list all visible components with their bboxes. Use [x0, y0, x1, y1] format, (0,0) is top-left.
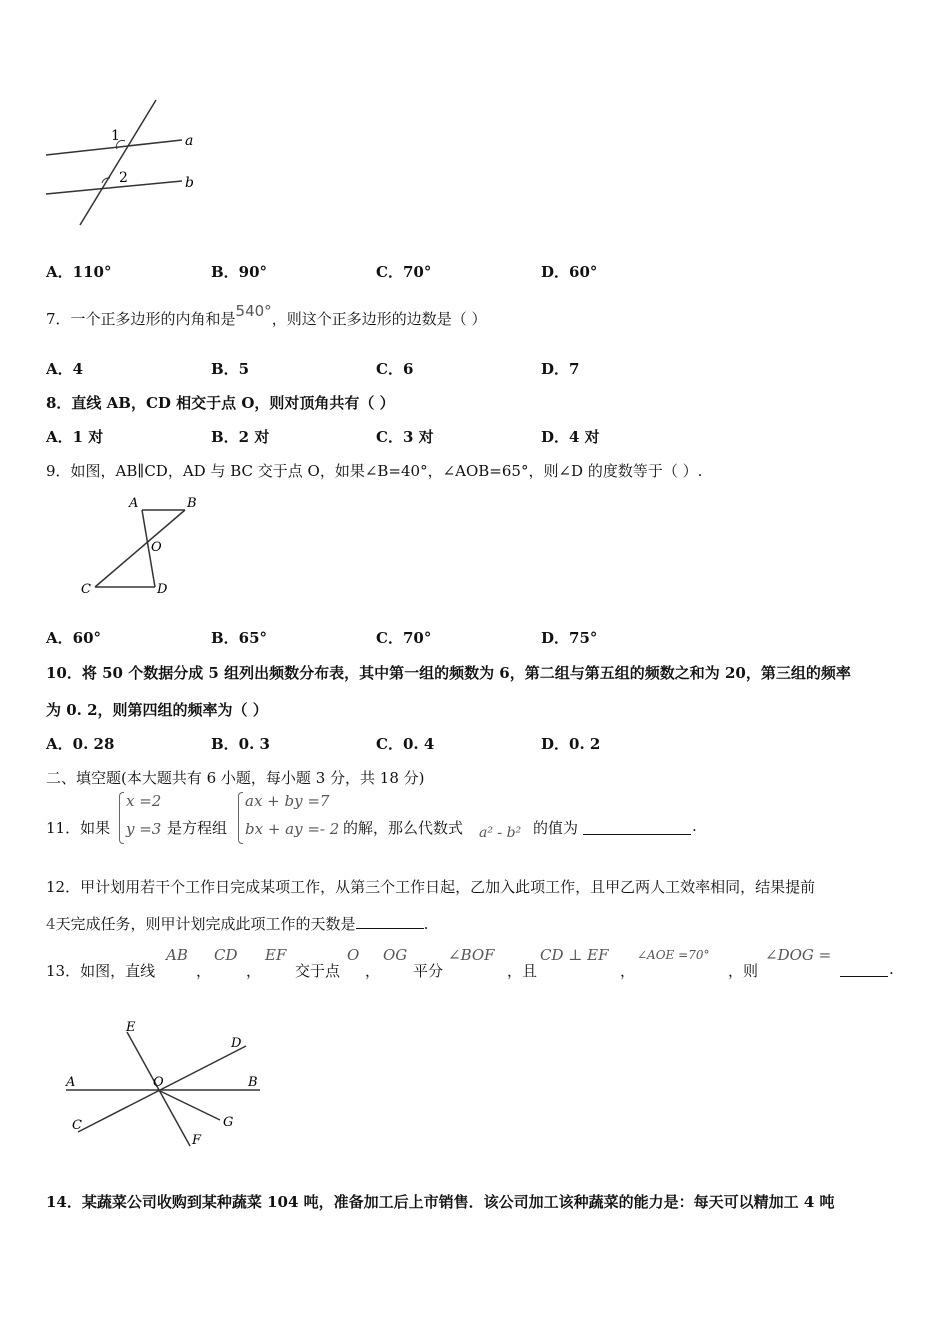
q7-option-a[interactable]: A．4 [46, 360, 84, 378]
q9-option-a[interactable]: A．60° [46, 629, 102, 647]
question-12-line1: 12．甲计划用若干个工作日完成某项工作，从第三个工作日起，乙加入此项工作，且甲乙两人工效率相同，结果提前 [46, 878, 816, 896]
q13-perp: CD ⊥ EF [540, 946, 609, 964]
q11-suffix: 的值为 [533, 819, 579, 837]
q11-end: . [692, 817, 697, 835]
q9-option-b[interactable]: B．65° [211, 629, 268, 647]
label-E: E [126, 1020, 136, 1035]
label-1: 1 [111, 128, 120, 144]
q10-option-b[interactable]: B．0. 3 [211, 735, 270, 753]
label-C: C [81, 582, 91, 597]
question-10-line2: 为 0. 2，则第四组的频率为（ ） [46, 701, 268, 719]
q13-og: OG [383, 946, 408, 964]
q6-option-c[interactable]: C．70° [376, 263, 432, 281]
q8-option-d[interactable]: D．4 对 [541, 428, 600, 446]
q13-ef: EF [265, 946, 287, 964]
q6-option-b[interactable]: B．90° [211, 263, 268, 281]
label-b: b [185, 175, 194, 191]
q8-option-b[interactable]: B．2 对 [211, 428, 270, 446]
label-B: B [248, 1075, 258, 1090]
q11-mid: 是方程组 [167, 819, 228, 837]
question-8: 8．直线 AB，CD 相交于点 O，则对顶角共有（ ） [46, 394, 395, 412]
label-a: a [185, 133, 194, 149]
q12-text: 天完成任务，则甲计划完成此项工作的天数是 [55, 915, 356, 933]
q13-comma-4: ， [620, 962, 636, 980]
triangles-figure [75, 492, 215, 602]
intersecting-lines-figure [60, 1018, 275, 1153]
label-C: C [72, 1118, 82, 1133]
q12-end: . [423, 915, 429, 933]
q8-option-c[interactable]: C．3 对 [376, 428, 434, 446]
q13-angle-aoe: ∠AOE =70° [637, 948, 710, 962]
q7-option-b[interactable]: B．5 [211, 360, 250, 378]
q11-system2-line2: bx + ay =- 2 [245, 820, 340, 838]
label-O: O [151, 540, 162, 555]
q13-angle-dog: ∠DOG = [765, 946, 832, 964]
label-D: D [157, 582, 168, 597]
q11-brace-1 [119, 792, 124, 844]
q10-option-d[interactable]: D．0. 2 [541, 735, 601, 753]
label-F: F [192, 1133, 202, 1148]
q9-option-c[interactable]: C．70° [376, 629, 432, 647]
q13-meet: 交于点 [295, 962, 341, 980]
label-B: B [187, 496, 197, 511]
q13-comma-2: ， [246, 962, 262, 980]
q12-answer-blank[interactable] [356, 914, 424, 929]
transversal-line [80, 100, 156, 225]
q13-cd: CD [214, 946, 238, 964]
q12-number: 4 [46, 915, 56, 933]
q13-bisect: 平分 [413, 962, 444, 980]
label-2: 2 [119, 170, 128, 186]
q13-ab: AB [166, 946, 188, 964]
q13-then: ，则 [728, 962, 759, 980]
q7-text-after: ，则这个正多边形的边数是（ ） [271, 310, 487, 328]
q11-prefix: 11．如果 [46, 819, 111, 837]
q13-comma-1: ， [196, 962, 212, 980]
q11-brace-2 [238, 792, 243, 844]
q13-angle-bof: ∠BOF [448, 946, 495, 964]
q11-system2-line1: ax + by =7 [245, 792, 330, 810]
q7-option-d[interactable]: D．7 [541, 360, 580, 378]
q10-option-c[interactable]: C．0. 4 [376, 735, 435, 753]
segment-bc [95, 510, 185, 587]
q9-option-d[interactable]: D．75° [541, 629, 598, 647]
q11-answer-blank[interactable] [583, 817, 691, 835]
question-9: 9．如图，AB∥CD，AD 与 BC 交于点 O，如果∠B=40°，∠AOB=65°，则∠D 的度数等于（ ）. [46, 462, 703, 480]
label-O: O [153, 1075, 164, 1090]
question-12-line2 [46, 913, 428, 934]
line-b [46, 181, 182, 194]
q11-expression: a² - b² [479, 825, 522, 841]
section-2-title: 二、填空题(本大题共有 6 小题，每小题 3 分，共 18 分) [46, 769, 425, 787]
question-7 [46, 302, 487, 329]
q6-option-a[interactable]: A．110° [46, 263, 112, 281]
q11-system1-line2: y =3 [126, 820, 162, 838]
q6-option-d[interactable]: D．60° [541, 263, 598, 281]
q13-end: . [889, 960, 894, 978]
question-14: 14．某蔬菜公司收购到某种蔬菜 104 吨，准备加工后上市销售．该公司加工该种蔬菜的能力是：每天可以精加工 4 吨 [46, 1193, 835, 1211]
label-G: G [223, 1115, 234, 1130]
q7-option-c[interactable]: C．6 [376, 360, 414, 378]
q13-o: O [347, 946, 360, 964]
label-D: D [231, 1036, 242, 1051]
q13-comma-3: ， [365, 962, 381, 980]
q13-prefix: 13．如图，直线 [46, 962, 156, 980]
q11-system1-line1: x =2 [126, 792, 162, 810]
q13-answer-blank[interactable] [840, 960, 888, 977]
label-A: A [129, 496, 139, 511]
label-A: A [66, 1075, 76, 1090]
parallel-lines-figure [40, 95, 210, 230]
question-10-line1: 10．将 50 个数据分成 5 组列出频数分布表，其中第一组的频数为 6，第二组与第五组的频数之和为 20，第三组的频率 [46, 664, 851, 682]
q7-text-before: 7．一个正多边形的内角和是 [46, 310, 236, 328]
q11-mid2: 的解，那么代数式 [343, 819, 464, 837]
q13-and: ，且 [507, 962, 538, 980]
q7-angle: 540° [235, 302, 272, 320]
q8-option-a[interactable]: A．1 对 [46, 428, 104, 446]
q10-option-a[interactable]: A．0. 28 [46, 735, 115, 753]
